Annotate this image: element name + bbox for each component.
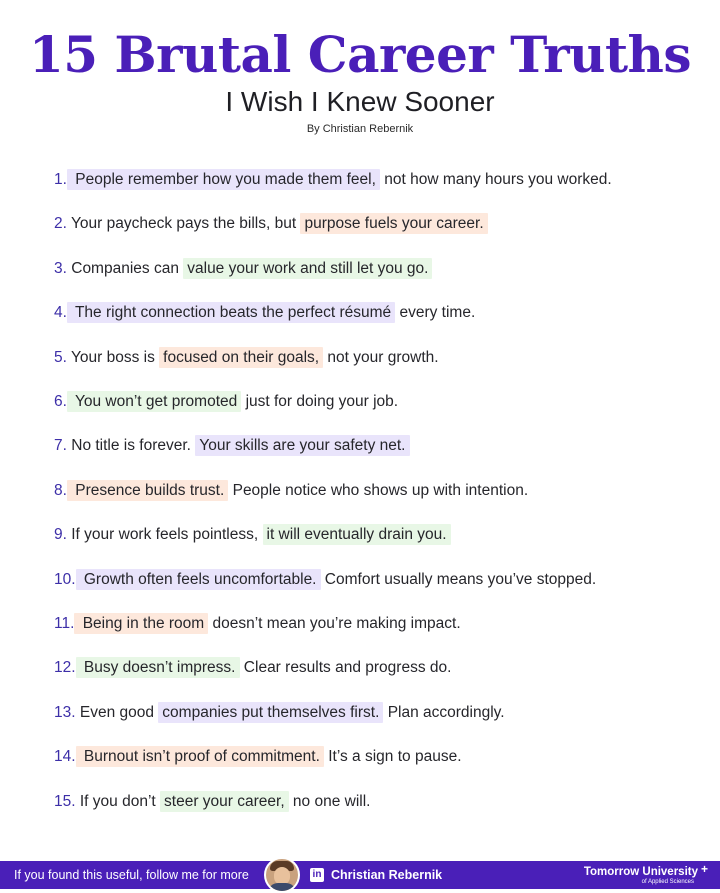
truth-text: not how many hours you worked. — [379, 171, 612, 188]
truth-number: 4. — [54, 304, 67, 322]
linkedin-name[interactable]: Christian Rebernik — [331, 868, 443, 882]
highlighted-text: The right connection beats the perfect résumé — [67, 302, 395, 323]
truth-text: doesn’t mean you’re making impact. — [208, 615, 461, 632]
truth-number: 13. — [54, 703, 76, 721]
truth-number: 10. — [54, 570, 76, 588]
byline: By Christian Rebernik — [306, 123, 414, 135]
brand-sub: of Applied Sciences — [641, 879, 694, 885]
truth-text: Plan accordingly. — [383, 703, 505, 721]
highlighted-text: Burnout isn’t proof of commitment. — [76, 746, 324, 767]
truth-number: 15. — [54, 792, 76, 810]
truth-item — [54, 344, 439, 372]
truth-text: If your work feels pointless, — [66, 526, 263, 544]
truth-text: Even good — [75, 703, 159, 721]
avatar[interactable] — [264, 857, 300, 893]
truth-text: Companies can — [66, 259, 184, 277]
truth-item — [54, 210, 488, 238]
truth-number: 14. — [54, 748, 76, 766]
truth-number: 11. — [54, 615, 75, 632]
highlighted-text: companies put themselves first. — [158, 702, 383, 723]
highlighted-text: it will eventually drain you. — [263, 524, 451, 545]
highlighted-text: Growth often feels uncomfortable. — [76, 569, 321, 590]
truth-number: 2. — [54, 215, 67, 233]
brand-plus-icon: + — [700, 862, 708, 876]
truth-number: 3. — [54, 259, 67, 277]
highlighted-text: steer your career, — [160, 791, 289, 812]
truth-item — [54, 255, 432, 283]
page-subtitle: I Wish I Knew Sooner — [225, 86, 495, 117]
page-title: 15 Brutal Career Truths — [28, 25, 692, 84]
truth-item — [54, 654, 451, 682]
highlighted-text: purpose fuels your career. — [300, 213, 487, 234]
truth-text: not your growth. — [323, 348, 439, 366]
brand-name: Tomorrow University — [583, 866, 698, 878]
truth-text: no one will. — [288, 792, 371, 810]
linkedin-icon[interactable]: in — [310, 868, 324, 882]
truth-number: 7. — [54, 437, 67, 455]
truth-text: No title is forever. — [66, 437, 196, 455]
truth-item — [54, 743, 462, 771]
truth-item — [54, 566, 596, 594]
truth-text: Clear results and progress do. — [239, 659, 452, 677]
truth-text: just for doing your job. — [241, 393, 399, 410]
brand-logo — [583, 862, 708, 886]
truth-item — [54, 788, 370, 816]
truth-number: 8. — [54, 481, 67, 499]
truth-text: It’s a sign to pause. — [323, 748, 462, 766]
truth-text: Your boss is — [66, 348, 160, 366]
highlighted-text: People remember how you made them feel, — [67, 169, 380, 190]
truth-item — [54, 166, 612, 194]
highlighted-text: focused on their goals, — [159, 347, 323, 368]
highlighted-text: You won’t get promoted — [67, 391, 241, 412]
truth-item — [54, 699, 505, 727]
footer-bar — [0, 861, 720, 889]
truth-number: 6. — [54, 393, 67, 410]
truth-item — [54, 477, 528, 505]
truth-number: 12. — [54, 659, 76, 677]
truth-item — [54, 432, 410, 460]
truth-text: Comfort usually means you’ve stopped. — [320, 570, 597, 588]
highlighted-text: value your work and still let you go. — [183, 258, 432, 279]
truth-number: 1. — [54, 171, 67, 188]
truth-number: 9. — [54, 526, 67, 544]
truth-item — [54, 388, 398, 416]
highlighted-text: Presence builds trust. — [67, 480, 228, 501]
truth-text: People notice who shows up with intention. — [228, 481, 529, 499]
truth-text: Your paycheck pays the bills, but — [66, 215, 301, 233]
truth-text: every time. — [395, 304, 476, 322]
highlighted-text: Your skills are your safety net. — [195, 435, 409, 456]
highlighted-text: Being in the room — [74, 613, 208, 634]
truth-item — [54, 299, 475, 327]
truth-number: 5. — [54, 348, 67, 366]
truth-item — [54, 610, 461, 638]
truth-text: If you don’t — [75, 792, 161, 810]
highlighted-text: Busy doesn’t impress. — [76, 657, 240, 678]
truth-item — [54, 521, 451, 549]
follow-cta: If you found this useful, follow me for more — [14, 868, 249, 882]
